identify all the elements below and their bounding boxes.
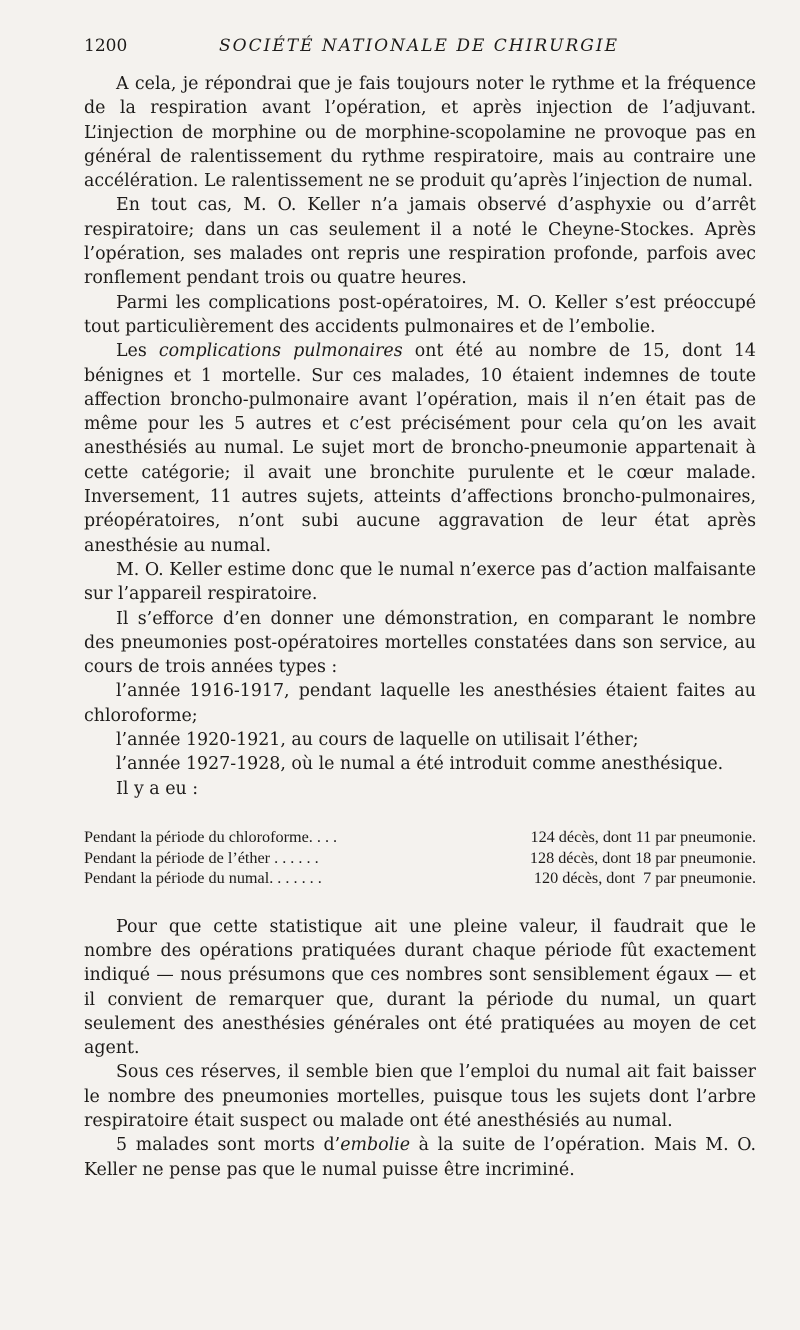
text-run: 5 malades sont morts d’ [116,1135,341,1156]
paragraph-complications-pulmonaires [84,339,756,558]
paragraph-conclusion-numal: M. O. Keller estime donc que le numal n’exerce pas d’action malfaisante sur l’appareil respiratoire. [84,559,756,605]
paragraph-statistique-valeur: Pour que cette statistique ait une pleine valeur, il faudrait que le nombre des opérations pratiquées durant chaque période fût exactement indiqué — nous présumons que ces nombres sont sensiblement égaux — et il convient de remarquer que, durant la période du numal, un quart seulement des anesthésies générales ont été pratiquées au moyen de cet agent. [84,916,756,1059]
text-run: Les [116,341,159,362]
paragraph-year-numal: l’année 1927-1928, où le numal a été introduit comme anesthésique. [116,754,724,775]
paragraph-year-ether: l’année 1920-1921, au cours de laquelle on utilisait l’éther; [116,730,639,751]
paragraph-demonstration: Il s’efforce d’en donner une démonstration, en comparant le nombre des pneumonies post-opératoires mortelles constatées dans son service, au cours de trois années types : [84,608,756,678]
stat-value: 124 décès, dont 11 par pneumonie. [530,827,756,846]
body-text [84,72,756,1182]
page-header [84,36,754,58]
stat-label: Pendant la période de l’éther . . . . . . [84,848,319,867]
text-run: ont été au nombre de 15, dont 14 bénignes et 1 mortelle. Sur ces malades, 10 étaient indemnes de toute affection broncho-pulmonaire avant l’opération, mais il n’en était pas de même pour les 5 autres et c’est précisément pour cela qu’on les avait anesthésiés au numal. Le sujet mort de broncho-pneumonie appartenait à cette catégorie; il avait une bronchite purulente et le cœur malade. Inversement, 11 autres sujets, atteints d’affections broncho-pulmonaires, préopératoires, n’ont subi aucune aggravation de leur état après anesthésie au numal. [84,341,756,556]
stat-label: Pendant la période du chloroforme. . . . [84,827,338,846]
text-run: à la suite de l’opération. Mais M. O. Keller ne pense pas que le numal puisse être incriminé. [84,1135,757,1180]
running-title: SOCIÉTÉ NATIONALE DE CHIRURGIE [219,36,619,56]
italic-term: complications pulmonaires [158,341,403,362]
stat-label: Pendant la période du numal. . . . . . . [84,869,322,888]
paragraph-complications-intro: Parmi les complications post-opératoires, M. O. Keller s’est préoccupé tout particulièrement des accidents pulmonaires et de l’embolie. [84,292,756,337]
stat-row [84,848,756,869]
page-number: 1200 [84,36,128,56]
stat-value: 120 décès, dont 7 par pneumonie. [533,869,756,888]
paragraph-reserves: Sous ces réserves, il semble bien que l’emploi du numal ait fait baisser le nombre des pneumonies mortelles, puisque tous les sujets dont l’arbre respiratoire était suspect ou malade ont été anesthésiés au numal. [84,1062,756,1132]
paragraph-il-y-a-eu: Il y a eu : [116,778,199,799]
paragraph-keller-observation: En tout cas, M. O. Keller n’a jamais observé d’asphyxie ou d’arrêt respiratoire; dans un cas seulement il a noté le Cheyne-Stockes. Après l’opération, ses malades ont repris une respiration profonde, parfois avec ronflement pendant trois ou quatre heures. [84,195,756,289]
stat-row [84,868,756,889]
italic-term: embolie [340,1135,411,1156]
statistics-table [84,827,756,889]
stat-value: 128 décès, dont 18 par pneumonie. [529,848,756,867]
paragraph-embolie [84,1133,756,1182]
stat-row [84,827,756,848]
paragraph-respiration: A cela, je répondrai que je fais toujours noter le rythme et la fréquence de la respiration avant l’opération, et après injection de l’adjuvant. L’injection de morphine ou de morphine-scopolamine ne provoque pas en général de ralentissement du rythme respiratoire, mais au contraire une accélération. Le ralentissement ne se produit qu’après l’injection de numal. [84,74,756,192]
paragraph-year-chloroforme: l’année 1916-1917, pendant laquelle les anesthésies étaient faites au chloroforme; [84,681,756,726]
